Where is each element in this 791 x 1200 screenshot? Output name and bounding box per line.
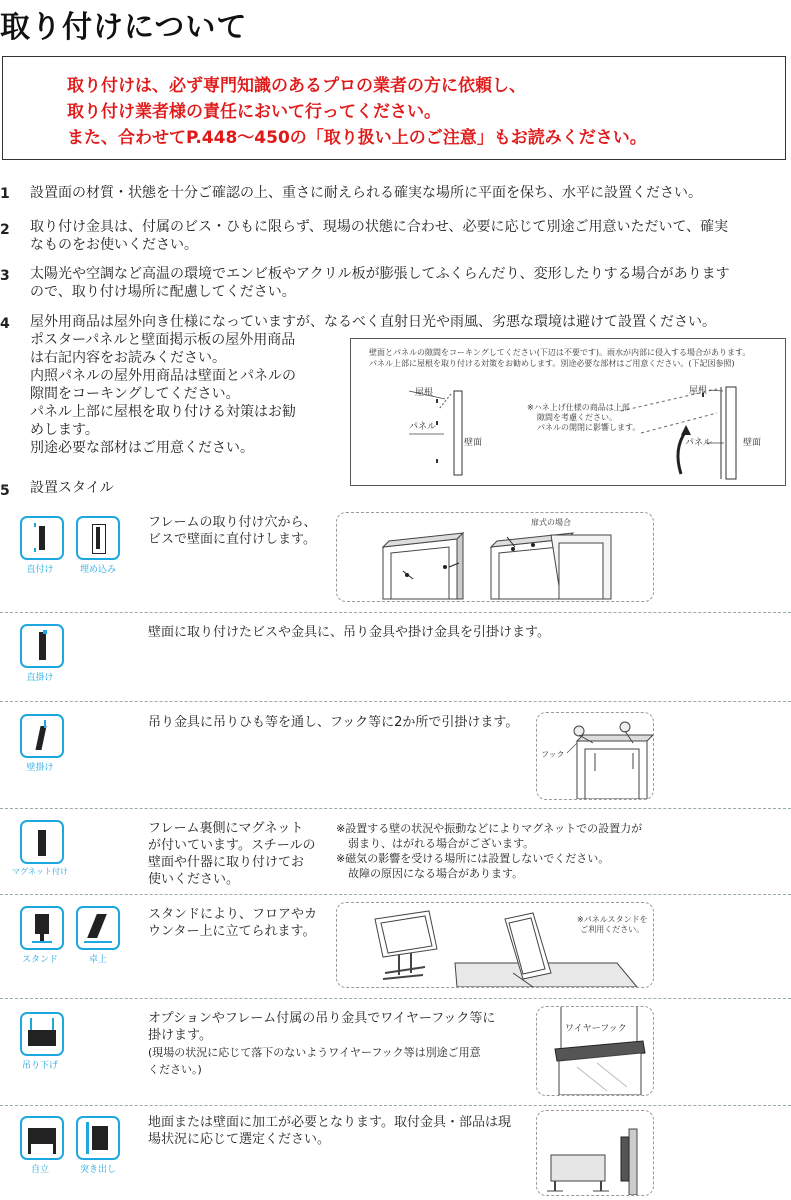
- diagram-header-line: パネル上部に屋根を取り付ける対策をお勧めします。別途必要な部材はご用意ください。(下記図参照): [369, 359, 735, 368]
- desc-line: ビスで壁面に直付けします。: [148, 532, 316, 547]
- item-number: 1: [0, 186, 10, 202]
- item-number: 5: [0, 483, 10, 499]
- icon-caption: マグネット付け: [12, 867, 68, 876]
- roof-label: 屋根: [415, 388, 434, 398]
- sub-line: 内照パネルの屋外用商品は壁面とパネルの: [30, 368, 296, 384]
- note-line: ※ハネ上げ仕様の商品は上部: [527, 403, 630, 412]
- icon-caption: 吊り下げ: [21, 1061, 58, 1071]
- wall-label: 壁面: [743, 438, 762, 448]
- diagram-header-line: 壁面とパネルの隙間をコーキングしてください(下辺は不要です)。雨水が内部に侵入する場合があります。: [369, 348, 751, 357]
- stand-icon: [20, 906, 64, 950]
- sub-line: ポスターパネルと壁面掲示板の屋外用商品: [30, 332, 296, 348]
- icon-caption: スタンド: [21, 955, 58, 965]
- desc-line: 地面または壁面に加工が必要となります。取付金具・部品は現: [148, 1115, 511, 1130]
- style-description: [148, 820, 315, 888]
- item-number: 3: [0, 268, 10, 284]
- warning-box: [2, 56, 786, 160]
- desc-line: ください。): [148, 1063, 202, 1076]
- item-line: なものをお使いください。: [30, 237, 198, 253]
- item-number: 4: [0, 316, 10, 332]
- note-line: 故障の原因になる場合があります。: [348, 867, 524, 880]
- desc-line: ウンター上に立てられます。: [148, 924, 316, 939]
- item-text: [30, 184, 702, 202]
- desc-line: 壁面に取り付けたビスや金具に、吊り金具や掛け金具を引掛けます。: [148, 625, 550, 640]
- item-line: 取り付け金具は、付属のビス・ひもに限らず、現場の状態に合わせ、必要に応じて別途ご用意いただいて、確実: [30, 219, 729, 235]
- style-description: [148, 714, 518, 731]
- ceiling-hang-icon: [20, 1012, 64, 1056]
- desc-line: 壁面や什器に取り付けてお: [148, 855, 305, 870]
- icon-caption: 卓上: [88, 955, 107, 965]
- desc-line: オプションやフレーム付属の吊り金具でワイヤーフック等に: [148, 1011, 496, 1026]
- style-description: [148, 514, 316, 548]
- note-line: 弱まり、はがれる場合がございます。: [348, 837, 535, 850]
- sub-line: パネル上部に屋根を取り付ける対策はお勧: [30, 404, 296, 420]
- item-line: 太陽光や空調など高温の環境でエンビ板やアクリル板が膨張してふくらんだり、変形したりする場合があります: [30, 266, 730, 282]
- coaking-diagram: [350, 338, 786, 486]
- magnet-notes: [336, 821, 642, 881]
- frame-illustration: [337, 513, 653, 601]
- warning-line: 取り付け業者様の責任において行ってください。: [67, 102, 441, 122]
- note-line: ご利用ください。: [580, 925, 645, 934]
- warning-line: 取り付けは、必ず専門知識のあるプロの業者の方に依頼し、: [67, 76, 526, 96]
- item-line: 屋外用商品は屋外向き仕様になっていますが、なるべく直射日光や雨風、劣悪な環境は避けて設置ください。: [30, 314, 716, 330]
- panel-label: パネル: [685, 438, 713, 448]
- freestanding-illustration: [537, 1111, 653, 1195]
- icon-caption: 直付け: [26, 565, 54, 575]
- desc-line: 掛けます。: [148, 1028, 212, 1043]
- style-description: [148, 624, 550, 641]
- item-text: [30, 313, 716, 331]
- divider: [0, 808, 791, 809]
- panel-label: パネル: [409, 422, 437, 432]
- note-line: パネルの開閉に影響します。: [537, 423, 641, 432]
- desc-line: 吊り金具に吊りひも等を通し、フック等に2か所で引掛けます。: [148, 715, 519, 730]
- sub-line: 隙間をコーキングしてください。: [30, 386, 240, 402]
- divider: [0, 612, 791, 613]
- divider: [0, 894, 791, 895]
- desc-line: スタンドにより、フロアやカ: [148, 907, 318, 922]
- embed-mount-icon: [76, 516, 120, 560]
- stand-figure: [336, 902, 654, 988]
- divider: [0, 701, 791, 702]
- wall-hang-icon: [20, 714, 64, 758]
- sub-line: は右記内容をお読みください。: [30, 350, 226, 366]
- item-text: [30, 218, 728, 254]
- sub-line: めします。: [30, 422, 99, 438]
- item-line: ので、取り付け場所に配慮してください。: [30, 284, 296, 300]
- figure-label: 扉式の場合: [531, 518, 571, 527]
- item-number: 2: [0, 222, 10, 238]
- note-line: 隙間を考慮ください。: [537, 413, 617, 422]
- divider: [0, 1105, 791, 1106]
- warning-line: また、合わせてP.448～450の「取り扱い上のご注意」もお読みください。: [67, 128, 647, 148]
- wall-hang-figure: [536, 712, 654, 800]
- figure-label: フック: [541, 750, 565, 759]
- item-line: 設置面の材質・状態を十分ご確認の上、重さに耐えられる確実な場所に平面を保ち、水平に設置ください。: [30, 185, 702, 201]
- tabletop-icon: [76, 906, 120, 950]
- desc-line: (現場の状況に応じて落下のないようワイヤーフック等は別途ご用意: [148, 1046, 481, 1059]
- wall-label: 壁面: [464, 438, 483, 448]
- page-title: 取り付けについて: [0, 10, 248, 45]
- icon-caption: 壁掛け: [26, 763, 54, 773]
- desc-line: が付いています。スチールの: [148, 838, 316, 853]
- direct-hang-icon: [20, 624, 64, 668]
- style-description: [148, 1010, 495, 1078]
- direct-mount-icon: [20, 516, 64, 560]
- note-line: ※設置する壁の状況や振動などによりマグネットでの設置力が: [336, 822, 643, 835]
- divider: [0, 998, 791, 999]
- stand-note: [577, 915, 647, 935]
- style-description: [148, 906, 317, 940]
- desc-line: 場状況に応じて選定ください。: [148, 1132, 331, 1147]
- freestanding-figure: [536, 1110, 654, 1196]
- note-line: ※磁気の影響を受ける場所には設置しないでください。: [336, 852, 610, 865]
- icon-caption: 直掛け: [26, 673, 54, 683]
- item-text: [30, 265, 730, 301]
- magnet-mount-icon: [20, 820, 64, 864]
- icon-caption: 埋め込み: [79, 565, 116, 575]
- desc-line: フレームの取り付け穴から、: [148, 515, 317, 530]
- ceiling-hang-figure: [536, 1006, 654, 1096]
- style-description: [148, 1114, 511, 1148]
- desc-line: フレーム裏側にマグネット: [148, 821, 304, 836]
- note-line: ※パネルスタンドを: [577, 915, 648, 924]
- icon-caption: 突き出し: [79, 1165, 116, 1175]
- sub-line: 別途必要な部材はご用意ください。: [30, 440, 254, 456]
- freestanding-icon: [20, 1116, 64, 1160]
- diagram-note: [527, 403, 640, 433]
- figure-label: ワイヤーフック: [565, 1021, 627, 1034]
- icon-caption: 自立: [30, 1165, 49, 1175]
- direct-mount-figure: [336, 512, 654, 602]
- roof-label: 屋根: [689, 386, 708, 396]
- item5-label: 設置スタイル: [30, 480, 114, 496]
- item4-subtext: [30, 331, 340, 457]
- desc-line: 使いください。: [148, 872, 240, 887]
- projecting-sign-icon: [76, 1116, 120, 1160]
